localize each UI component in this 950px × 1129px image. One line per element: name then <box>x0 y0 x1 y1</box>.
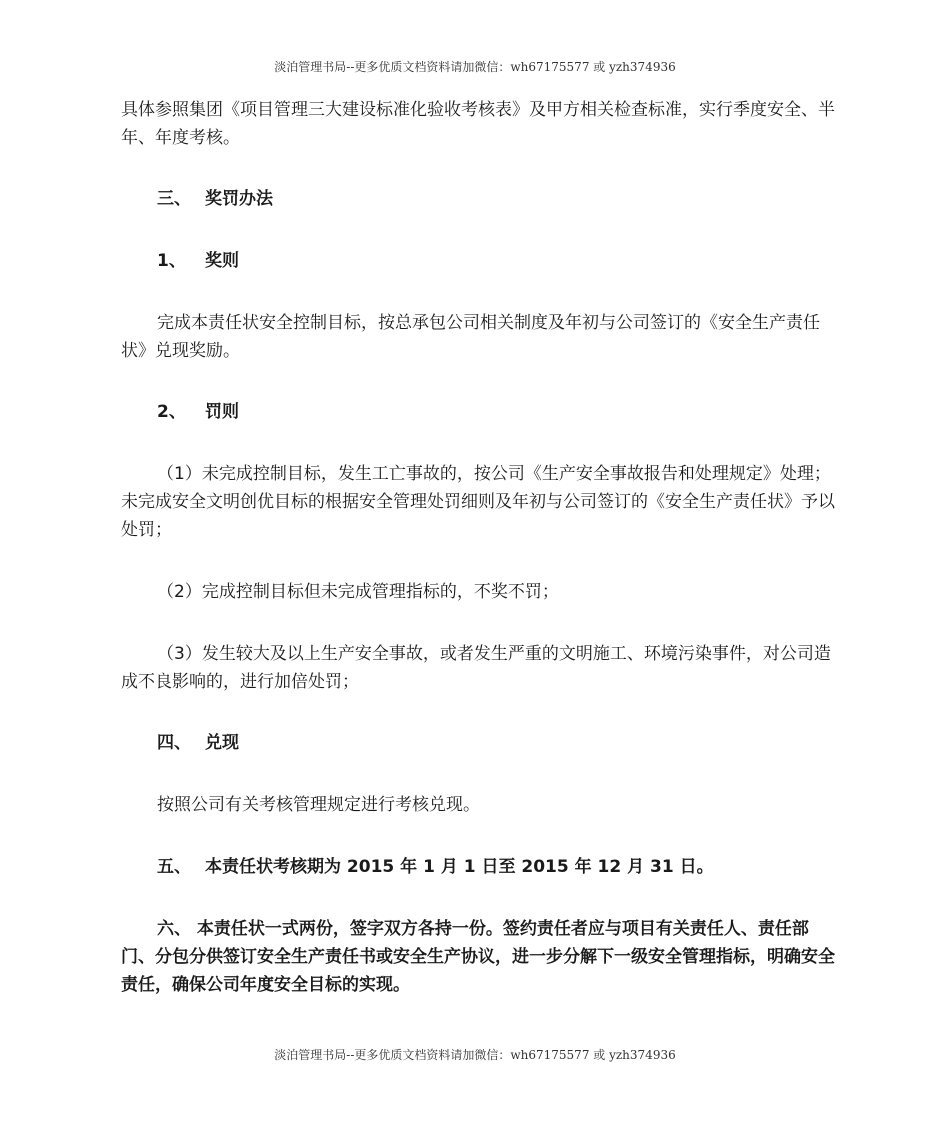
section-heading-period <box>121 853 837 881</box>
penalty-item-3: （3）发生较大及以上生产安全事故，或者发生严重的文明施工、环境污染事件，对公司造成不良影响的，进行加倍处罚； <box>121 644 831 692</box>
penalty-item-2: （2）完成控制目标但未完成管理指标的，不奖不罚； <box>157 582 559 602</box>
page-header: 淡泊管理书局--更多优质文档资料请加微信：wh67175577 或 yzh374936 <box>274 60 676 74</box>
section-heading-redemption <box>121 729 837 757</box>
redemption-paragraph: 按照公司有关考核管理规定进行考核兑现。 <box>157 795 480 815</box>
subheading-rewards <box>121 247 837 275</box>
section-heading-rewards-penalties <box>121 185 837 213</box>
subsection-number: 1、 <box>157 251 186 271</box>
document-body <box>121 96 837 999</box>
section-title: 奖罚办法 <box>205 189 273 209</box>
section-number: 五、 <box>157 857 191 877</box>
penalty-item-1: （1）未完成控制目标，发生工亡事故的，按公司《生产安全事故报告和处理规定》处理；未完成安全文明创优目标的根据安全管理处罚细则及年初与公司签订的《安全生产责任状》予以处罚； <box>121 464 835 540</box>
section-number: 四、 <box>157 733 191 753</box>
reward-paragraph: 完成本责任状安全控制目标，按总承包公司相关制度及年初与公司签订的《安全生产责任状》兑现奖励。 <box>121 313 820 361</box>
section-title: 本责任状考核期为 2015 年 1 月 1 日至 2015 年 12 月 31 日。 <box>205 857 714 877</box>
subsection-number: 2、 <box>157 402 186 422</box>
page-footer: 淡泊管理书局--更多优质文档资料请加微信：wh67175577 或 yzh374936 <box>274 1048 676 1062</box>
intro-paragraph: 具体参照集团《项目管理三大建设标准化验收考核表》及甲方相关检查标准，实行季度安全、半年、年度考核。 <box>121 100 835 148</box>
subsection-title: 奖则 <box>205 251 239 271</box>
section-number: 三、 <box>157 189 191 209</box>
section-title: 兑现 <box>205 733 239 753</box>
subsection-title: 罚则 <box>205 402 239 422</box>
section-six-paragraph: 六、 本责任状一式两份，签字双方各持一份。签约责任者应与项目有关责任人、责任部门、分包分供签订安全生产责任书或安全生产协议，进一步分解下一级安全管理指标，明确安全责任，确保公司年度安全目标的实现。 <box>121 919 835 995</box>
subheading-penalties <box>121 398 837 426</box>
